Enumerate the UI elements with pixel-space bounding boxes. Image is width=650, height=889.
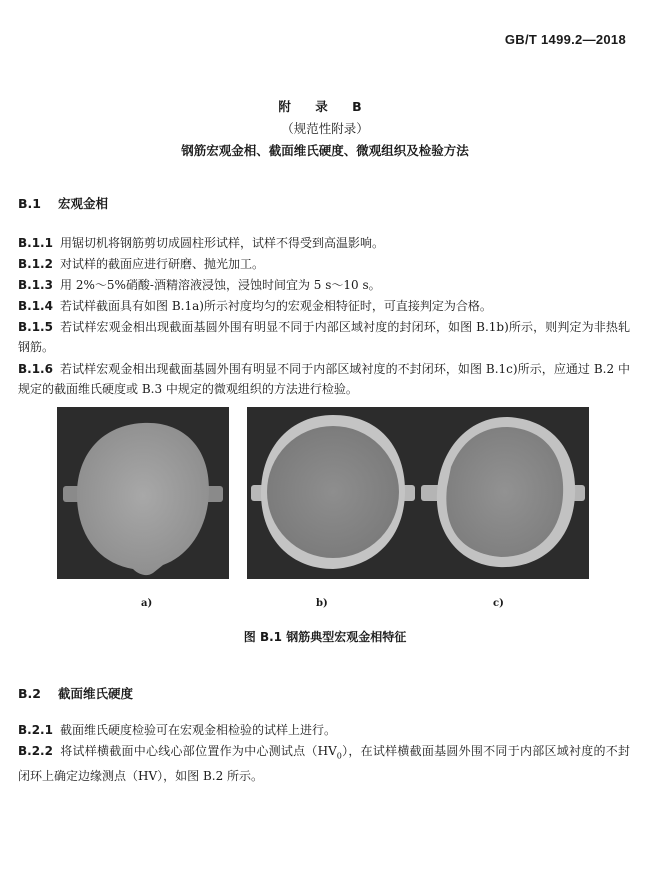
figure-sublabel-b: b): [316, 598, 328, 609]
macro-section-photo-a: [57, 407, 229, 579]
subscript: 0: [336, 751, 342, 761]
macro-section-photo-c: [417, 407, 589, 579]
paragraph-b1-5: [18, 317, 630, 357]
paragraph-text: 若试样截面具有如图 B.1a)所示衬度均匀的宏观金相特征时，可直接判定为合格。: [60, 299, 492, 313]
appendix-heading: [0, 96, 650, 162]
paragraph-text: 截面维氏硬度检验可在宏观金相检验的试样上进行。: [60, 723, 337, 737]
figure-b1: [57, 407, 609, 579]
paragraph-text: 将试样横截面中心线心部位置作为中心测试点（HV: [60, 744, 337, 758]
section-b2-heading: [18, 684, 133, 702]
appendix-nature: （规范性附录）: [281, 121, 369, 136]
paragraph-text: 若试样宏观金相出现截面基圆外围有明显不同于内部区域衬度的不封闭环，如图 B.1c)所示，应通过 B.2 中规定的截面维氏硬度或 B.3 中规定的微观组织的方法进行检验。: [18, 362, 630, 396]
paragraph-text: ），在试样横截面基圆外围不同于内部区域衬度的不封闭环上确定边缘测点（HV），如图 B.2 所示。: [18, 744, 630, 784]
section-number: B.2: [18, 686, 41, 701]
macro-section-photo-b: [247, 407, 419, 579]
paragraph-number: B.2.1: [18, 723, 53, 737]
section-title: 截面维氏硬度: [58, 686, 134, 701]
paragraph-b1-2: [18, 254, 630, 274]
appendix-subject: 钢筋宏观金相、截面维氏硬度、微观组织及检验方法: [181, 143, 469, 158]
paragraph-b1-1: [18, 233, 630, 253]
paragraph-b2-2: [18, 741, 630, 786]
paragraph-text: 用锯切机将钢筋剪切成圆柱形试样，试样不得受到高温影响。: [60, 236, 385, 250]
paragraph-text: 对试样的截面应进行研磨、抛光加工。: [60, 257, 265, 271]
paragraph-number: B.1.3: [18, 278, 53, 292]
appendix-title: 附 录 B: [278, 99, 372, 114]
figure-sublabel-c: c): [493, 598, 504, 609]
section-title: 宏观金相: [58, 196, 109, 211]
paragraph-number: B.2.2: [18, 744, 53, 758]
paragraph-number: B.1.5: [18, 320, 53, 334]
paragraph-b1-4: [18, 296, 630, 316]
section-b1-heading: [18, 194, 108, 212]
paragraph-number: B.1.4: [18, 299, 53, 313]
paragraph-number: B.1.1: [18, 236, 53, 250]
paragraph-number: B.1.2: [18, 257, 53, 271]
paragraph-text: 用 2%～5%硝酸-酒精溶液浸蚀，浸蚀时间宜为 5 s～10 s。: [60, 278, 381, 292]
paragraph-b2-1: [18, 720, 630, 740]
paragraph-number: B.1.6: [18, 362, 53, 376]
figure-caption: 图 B.1 钢筋典型宏观金相特征: [243, 630, 407, 644]
section-number: B.1: [18, 196, 41, 211]
standard-code: GB/T 1499.2—2018: [504, 32, 626, 47]
paragraph-b1-6: [18, 359, 630, 399]
paragraph-text: 若试样宏观金相出现截面基圆外围有明显不同于内部区域衬度的封闭环，如图 B.1b)所示，则判定为非热轧钢筋。: [18, 320, 630, 354]
figure-sublabel-a: a): [141, 598, 153, 609]
paragraph-b1-3: [18, 275, 630, 295]
